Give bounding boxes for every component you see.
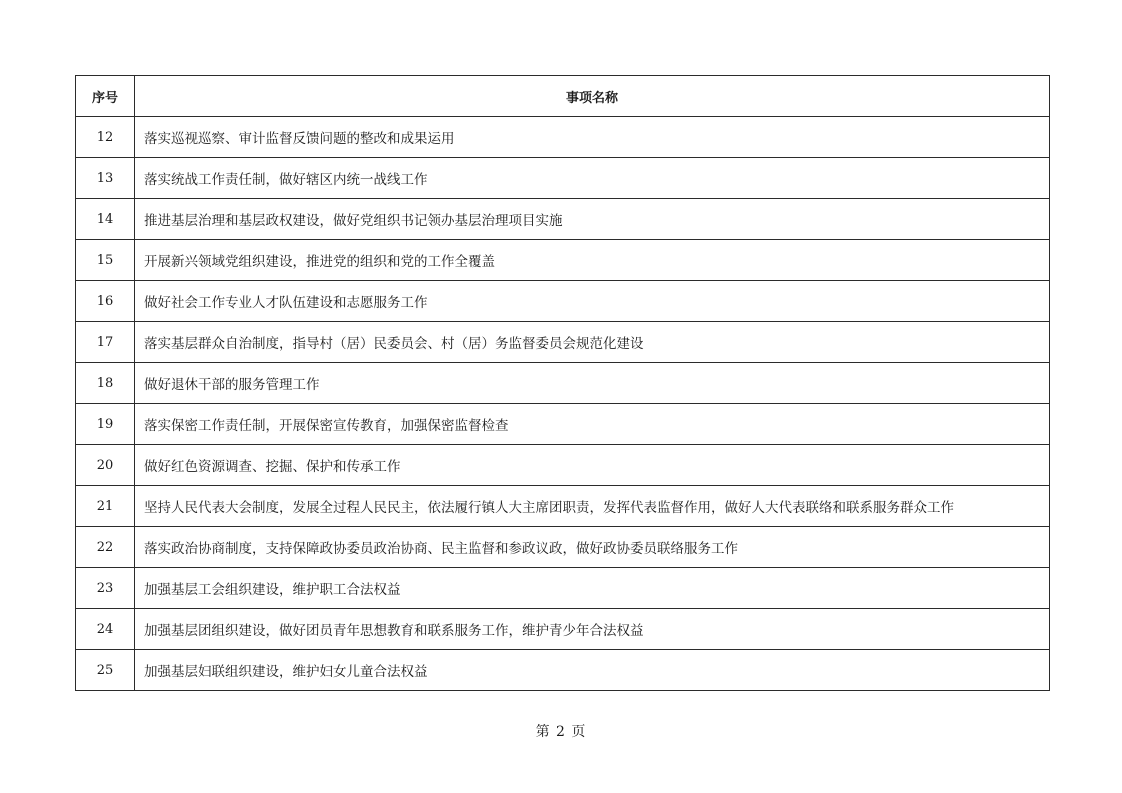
row-number: 24	[76, 609, 135, 650]
row-item-name: 落实统战工作责任制，做好辖区内统一战线工作	[135, 158, 1050, 199]
table-row	[76, 650, 1050, 691]
row-item-name: 做好退休干部的服务管理工作	[135, 363, 1050, 404]
table-row	[76, 609, 1050, 650]
header-item-name: 事项名称	[135, 76, 1050, 117]
table-row	[76, 363, 1050, 404]
row-item-name: 做好红色资源调查、挖掘、保护和传承工作	[135, 445, 1050, 486]
row-number: 17	[76, 322, 135, 363]
row-number: 25	[76, 650, 135, 691]
row-item-name: 做好社会工作专业人才队伍建设和志愿服务工作	[135, 281, 1050, 322]
table-row	[76, 568, 1050, 609]
row-number: 16	[76, 281, 135, 322]
table-row	[76, 240, 1050, 281]
row-item-name: 推进基层治理和基层政权建设，做好党组织书记领办基层治理项目实施	[135, 199, 1050, 240]
header-number: 序号	[76, 76, 135, 117]
table-row	[76, 486, 1050, 527]
row-number: 21	[76, 486, 135, 527]
table-row	[76, 281, 1050, 322]
row-item-name: 落实政治协商制度，支持保障政协委员政治协商、民主监督和参政议政，做好政协委员联络服务工作	[135, 527, 1050, 568]
row-item-name: 开展新兴领域党组织建设，推进党的组织和党的工作全覆盖	[135, 240, 1050, 281]
row-number: 18	[76, 363, 135, 404]
table-row	[76, 404, 1050, 445]
row-number: 23	[76, 568, 135, 609]
table-row	[76, 322, 1050, 363]
row-item-name: 落实基层群众自治制度，指导村（居）民委员会、村（居）务监督委员会规范化建设	[135, 322, 1050, 363]
row-number: 19	[76, 404, 135, 445]
row-number: 15	[76, 240, 135, 281]
row-item-name: 加强基层妇联组织建设，维护妇女儿童合法权益	[135, 650, 1050, 691]
table-row	[76, 158, 1050, 199]
row-number: 22	[76, 527, 135, 568]
row-number: 20	[76, 445, 135, 486]
row-item-name: 加强基层工会组织建设，维护职工合法权益	[135, 568, 1050, 609]
table-row	[76, 445, 1050, 486]
table-body	[76, 117, 1050, 691]
table-header-row	[76, 76, 1050, 117]
row-item-name: 落实保密工作责任制，开展保密宣传教育，加强保密监督检查	[135, 404, 1050, 445]
row-item-name: 加强基层团组织建设，做好团员青年思想教育和联系服务工作，维护青少年合法权益	[135, 609, 1050, 650]
row-number: 14	[76, 199, 135, 240]
page-number: 第 2 页	[535, 724, 587, 740]
row-number: 12	[76, 117, 135, 158]
table-row	[76, 527, 1050, 568]
table-header	[76, 76, 1050, 117]
items-table	[75, 75, 1050, 691]
row-item-name: 坚持人民代表大会制度，发展全过程人民民主，依法履行镇人大主席团职责，发挥代表监督作用，做好人大代表联络和联系服务群众工作	[135, 486, 1050, 527]
table-row	[76, 117, 1050, 158]
row-item-name: 落实巡视巡察、审计监督反馈问题的整改和成果运用	[135, 117, 1050, 158]
row-number: 13	[76, 158, 135, 199]
table-row	[76, 199, 1050, 240]
